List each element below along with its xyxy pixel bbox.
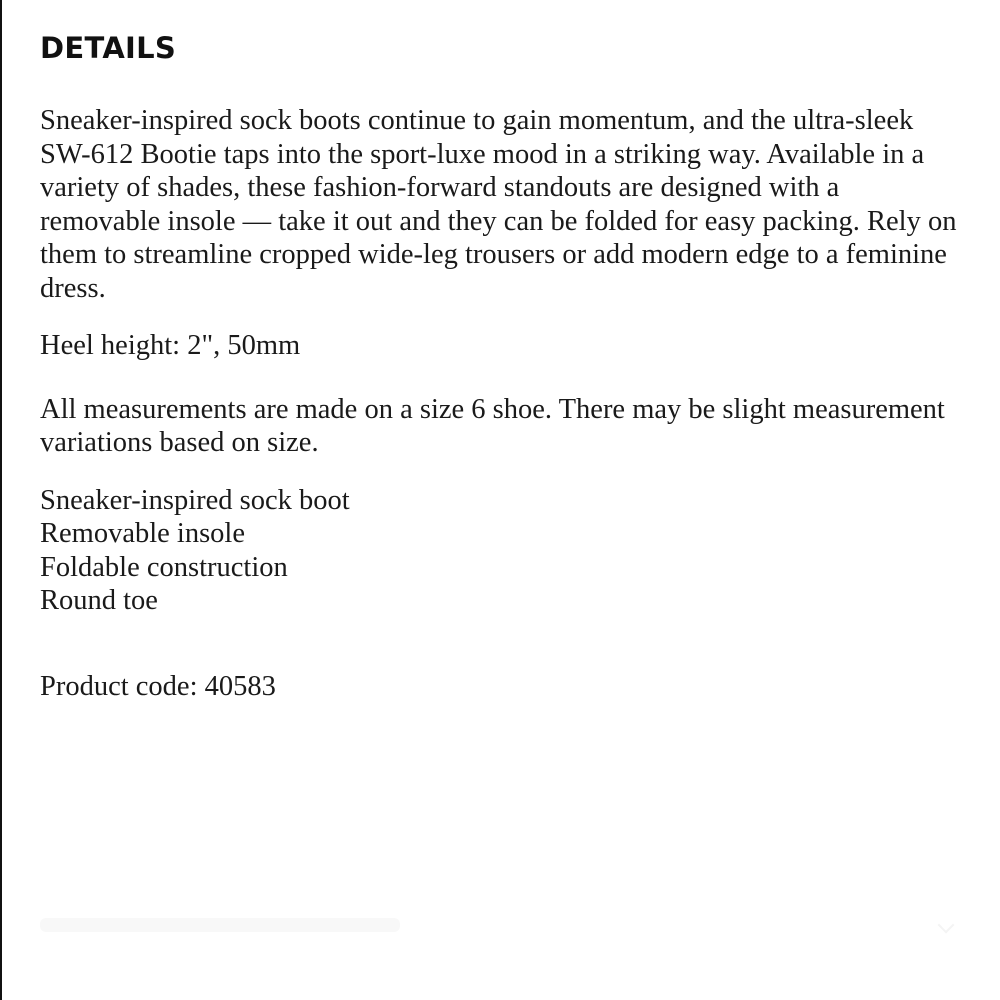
heel-height: Heel height: 2", 50mm [40, 330, 301, 361]
faded-accordion-row[interactable] [40, 910, 960, 940]
product-code: Product code: 40583 [40, 670, 276, 702]
left-border-divider [0, 0, 2, 1000]
product-description: Sneaker-inspired sock boots continue to gain momentum, and the ultra-sleek SW-612 Bootie taps into the sport-luxe mood in a striking way. Available in a variety of shades, these fashion-forward standouts are designed with a removable insole — take it out and they can be folded for easy packing. Rely on them to streamline cropped wide-leg trousers or add modern edge to a feminine dress. [40, 105, 957, 304]
feature-item: Sneaker-inspired sock boot [40, 484, 350, 516]
feature-item: Removable insole [40, 518, 245, 549]
feature-item: Round toe [40, 585, 158, 616]
chevron-down-icon [938, 917, 955, 934]
measurement-note: All measurements are made on a size 6 shoe. There may be slight measurement variations based on size. [40, 393, 945, 458]
faded-placeholder-bar [40, 918, 400, 932]
feature-list [40, 484, 965, 618]
details-heading: DETAILS [40, 31, 177, 65]
details-panel [40, 28, 965, 703]
feature-item: Foldable construction [40, 551, 288, 583]
